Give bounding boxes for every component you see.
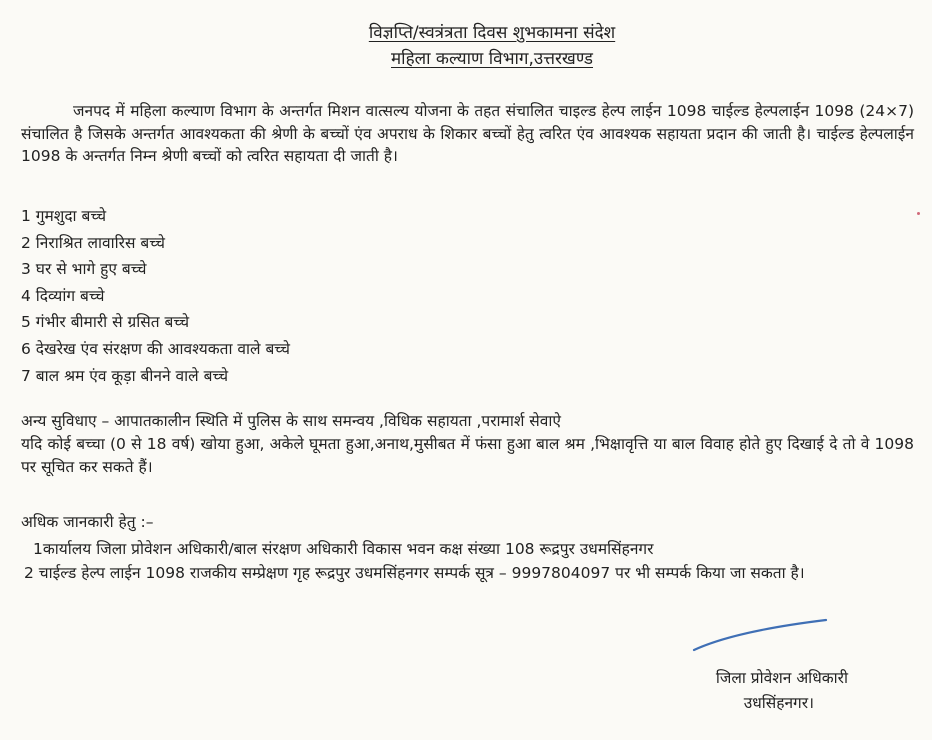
list-item: 5 गंभीर बीमारी से ग्रसित बच्चे	[21, 313, 190, 332]
missing-child-paragraph: यदि कोई बच्चा (0 से 18 वर्ष) खोया हुआ, अकेले घूमता हुआ,अनाथ,मुसीबत में फंसा हुआ बाल श्रम ,भिक्षावृत्ति या बाल विवाह होते हुए दिखाई दे तो वे 1098 पर सूचित कर सकते हैं।	[21, 435, 914, 476]
signatory-title: जिला प्रोवेशन अधिकारी	[715, 669, 848, 687]
list-item: 3 घर से भागे हुए बच्चे	[21, 260, 147, 279]
list-item: 2 निराश्रित लावारिस बच्चे	[21, 233, 165, 252]
ink-speck	[917, 212, 920, 215]
contact-office: 1कार्यालय जिला प्रोवेशन अधिकारी/बाल संरक्षण अधिकारी विकास भवन कक्ष संख्या 108 रूद्रपुर उधमसिंहनगर	[33, 540, 654, 558]
other-facilities-text: अन्य सुविधाए – आपातकालीन स्थिति में पुलिस के साथ समन्वय ,विधिक सहायता ,परामार्श सेवाऐ	[21, 412, 561, 430]
list-item: 7 बाल श्रम एंव कूड़ा बीनने वाले बच्चे	[21, 366, 229, 385]
signature-mark	[690, 614, 830, 654]
list-item: 6 देखरेख एंव संरक्षण की आवश्यकता वाले बच्चे	[21, 339, 290, 358]
department-title: महिला कल्याण विभाग,उत्तरखण्ड	[391, 49, 593, 69]
contact-helpline: 2 चाईल्ड हेल्प लाईन 1098 राजकीय सम्प्रेक्षण गृह रूद्रपुर उधमसिंहनगर सम्पर्क सूत्र – 9997804097 पर भी सम्पर्क किया जा सकता है।	[24, 564, 805, 582]
signatory-place: उधसिंहनगर।	[743, 694, 814, 712]
more-info-heading: अधिक जानकारी हेतु :–	[21, 513, 154, 531]
intro-paragraph: जनपद में महिला कल्याण विभाग के अन्तर्गत मिशन वात्सल्य योजना के तहत संचालित चाइल्ड हेल्प लाईन 1098 चाईल्ड हेल्पलाईन 1098 (24×7) संचालित है जिसके अन्तर्गत आवश्यकता की श्रेणी के बच्चों एंव अपराध के शिकार बच्चों हेतु त्वरित एंव आवश्यक सहायता प्रदान की जाती है। चाईल्ड हेल्पलाईन 1098 के अन्तर्गत निम्न श्रेणी बच्चों को त्वरित सहायता दी जाती है।	[21, 102, 914, 165]
list-item: 1 गुमशुदा बच्चे	[21, 207, 107, 225]
list-item: 4 दिव्यांग बच्चे	[21, 286, 105, 305]
notice-title: विज्ञप्ति/स्वत्रंत्रता दिवस शुभकामना संदेश	[368, 23, 616, 43]
categories-list	[21, 203, 290, 389]
